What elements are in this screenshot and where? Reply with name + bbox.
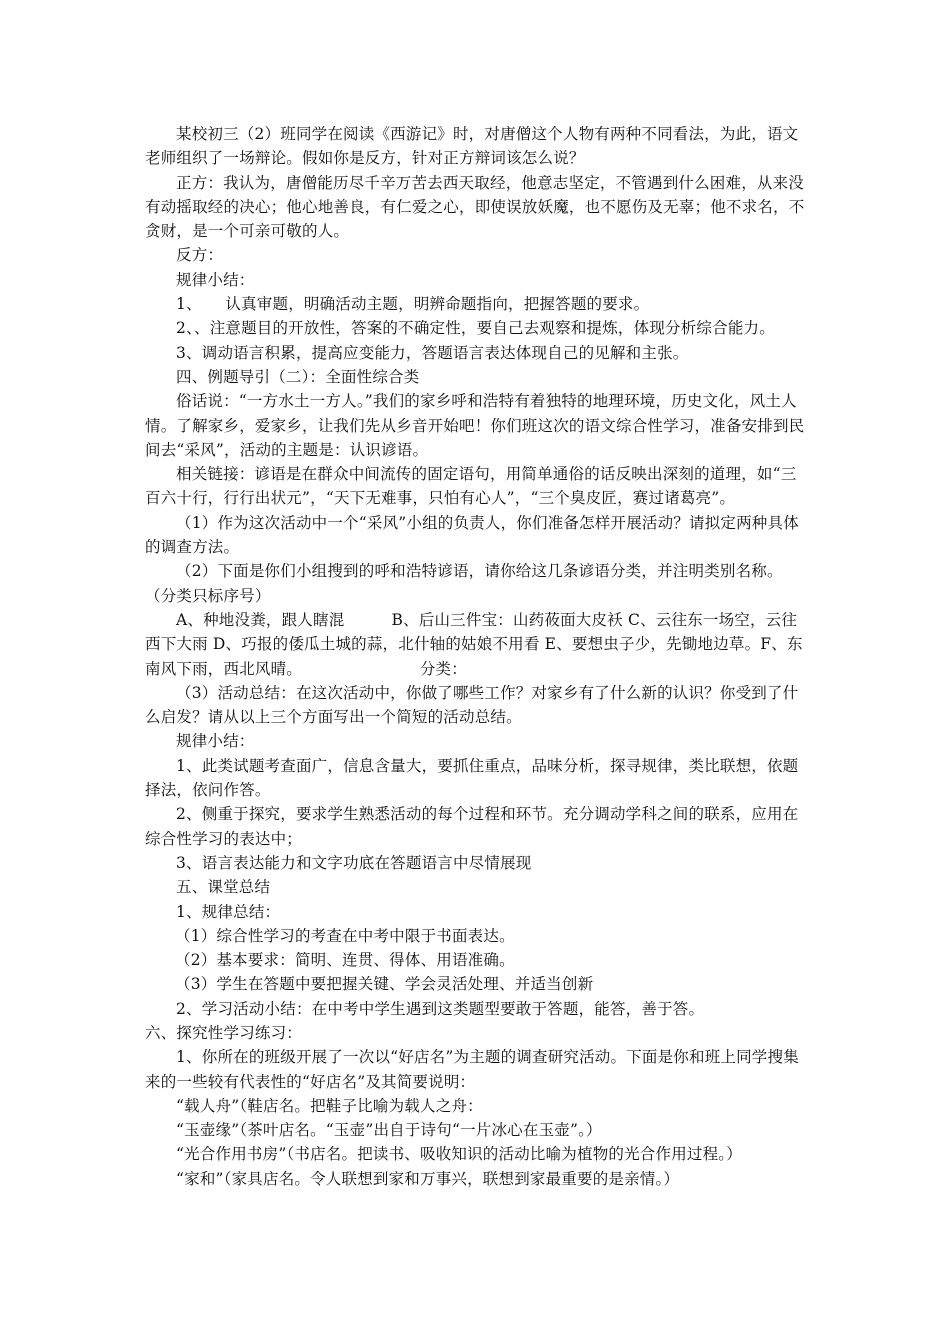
summary-2-item-3: 3、语言表达能力和文字功底在答题语言中尽情展现 bbox=[176, 853, 532, 872]
shop-name-4: “家和”（家具店名。令人联想到家和万事兴，联想到家最重要的是亲情。） bbox=[176, 1169, 680, 1188]
paragraph-related-link: 相关链接：谚语是在群众中间流传的固定语句，用简单通俗的话反映出深刻的道理，如“三百六十行，行行出状元”，“天下无难事，只怕有心人”，“三个臭皮匠，赛过诸葛亮”。 bbox=[145, 465, 797, 508]
summary-1-item-1: 1、 认真审题，明确活动主题，明辨命题指向，把握答题的要求。 bbox=[176, 295, 650, 314]
summary-1-item-3: 3、调动语言积累，提高应变能力，答题语言表达体现自己的见解和主张。 bbox=[176, 343, 689, 362]
rule-summary-item-3: （3）学生在答题中要把握关键、学会灵活处理、并适当创新 bbox=[175, 975, 594, 994]
rule-summary-item-1: （1）综合性学习的考查在中考中限于书面表达。 bbox=[175, 926, 515, 945]
question-3: （3）活动总结：在这次活动中，你做了哪些工作？对家乡有了什么新的认识？你受到了什么启发？请从以上三个方面写出一个简短的活动总结。 bbox=[145, 683, 799, 727]
shop-name-2: “玉壶缘”（茶叶店名。“玉壶”出自于诗句“一片冰心在玉壶”。） bbox=[176, 1121, 602, 1140]
shop-name-1: “载人舟”（鞋店名。把鞋子比喻为载人之舟： bbox=[176, 1096, 483, 1115]
paragraph-proverb-intro: 俗话说：“一方水土一方人。”我们的家乡呼和浩特有着独特的地理环境，历史文化，风土人情。了解家乡，爱家乡，让我们先从乡音开始吧！你们班这次的语文综合性学习，准备安排到民间去“采风”，活动的主题是：认识谚语。 bbox=[145, 392, 805, 459]
section-5-heading: 五、课堂总结 bbox=[176, 878, 271, 897]
summary-2-item-1: 1、此类试题考查面广，信息含量大，要抓住重点，品味分析，探寻规律，类比联想，依题择法，依问作答。 bbox=[145, 756, 799, 800]
exercise-1: 1、你所在的班级开展了一次以“好店名”为主题的调查研究活动。下面是你和班上同学搜集来的一些较有代表性的“好店名”及其简要说明： bbox=[145, 1048, 799, 1091]
section-4-heading: 四、例题导引（二）：全面性综合类 bbox=[176, 367, 420, 386]
paragraph-negative: 反方： bbox=[176, 246, 224, 265]
document-body bbox=[145, 122, 810, 1191]
question-2: （2）下面是你们小组搜到的呼和浩特谚语，请你给这几条谚语分类，并注明类别名称。 bbox=[176, 562, 783, 581]
summary-2-item-2: 2、侧重于探究，要求学生熟悉活动的每个过程和环节。充分调动学科之间的联系，应用在综合性学习的表达中； bbox=[145, 805, 799, 848]
section-6-heading: 六、探究性学习练习： bbox=[145, 1023, 303, 1042]
heading-summary-2: 规律小结： bbox=[176, 732, 255, 751]
shop-name-3: “光合作用书房”（书店名。把读书、吸收知识的活动比喻为植物的光合作用过程。） bbox=[176, 1145, 742, 1164]
paragraph-intro: 某校初三（2）班同学在阅读《西游记》时，对唐僧这个人物有两种不同看法，为此，语文老师组织了一场辩论。假如你是反方，针对正方辩词该怎么说？ bbox=[145, 125, 799, 168]
proverb-list: A、种地没粪，跟人瞎混 B、后山三件宝：山药莜面大皮袄 C、云往东一场空，云往西下大雨 D、巧报的倭瓜土城的蒜，北什轴的姑娘不用看 E、要想虫子少，先锄地边草。F、东南风下雨，西北风晴。 分类： bbox=[145, 610, 803, 678]
question-2-note: （分类只标序号） bbox=[145, 586, 271, 605]
heading-summary-1: 规律小结： bbox=[176, 270, 255, 289]
activity-summary: 2、学习活动小结：在中考中学生遇到这类题型要敢于答题，能答，善于答。 bbox=[176, 999, 705, 1018]
rule-summary-heading: 1、规律总结： bbox=[176, 902, 281, 921]
rule-summary-item-2: （2）基本要求：简明、连贯、得体、用语准确。 bbox=[175, 951, 515, 970]
paragraph-affirmative: 正方：我认为，唐僧能历尽千辛万苦去西天取经，他意志坚定，不管遇到什么困难，从来没有动摇取经的决心；他心地善良，有仁爱之心，即使误放妖魔，也不愿伤及无辜；他不求名，不贪财，是一个可亲可敬的人。 bbox=[145, 173, 805, 241]
question-1: （1）作为这次活动中一个“采风”小组的负责人，你们准备怎样开展活动？请拟定两种具体的调查方法。 bbox=[145, 513, 799, 557]
summary-1-item-2: 2、、注意题目的开放性，答案的不确定性，要自己去观察和提炼，体现分析综合能力。 bbox=[176, 319, 775, 338]
